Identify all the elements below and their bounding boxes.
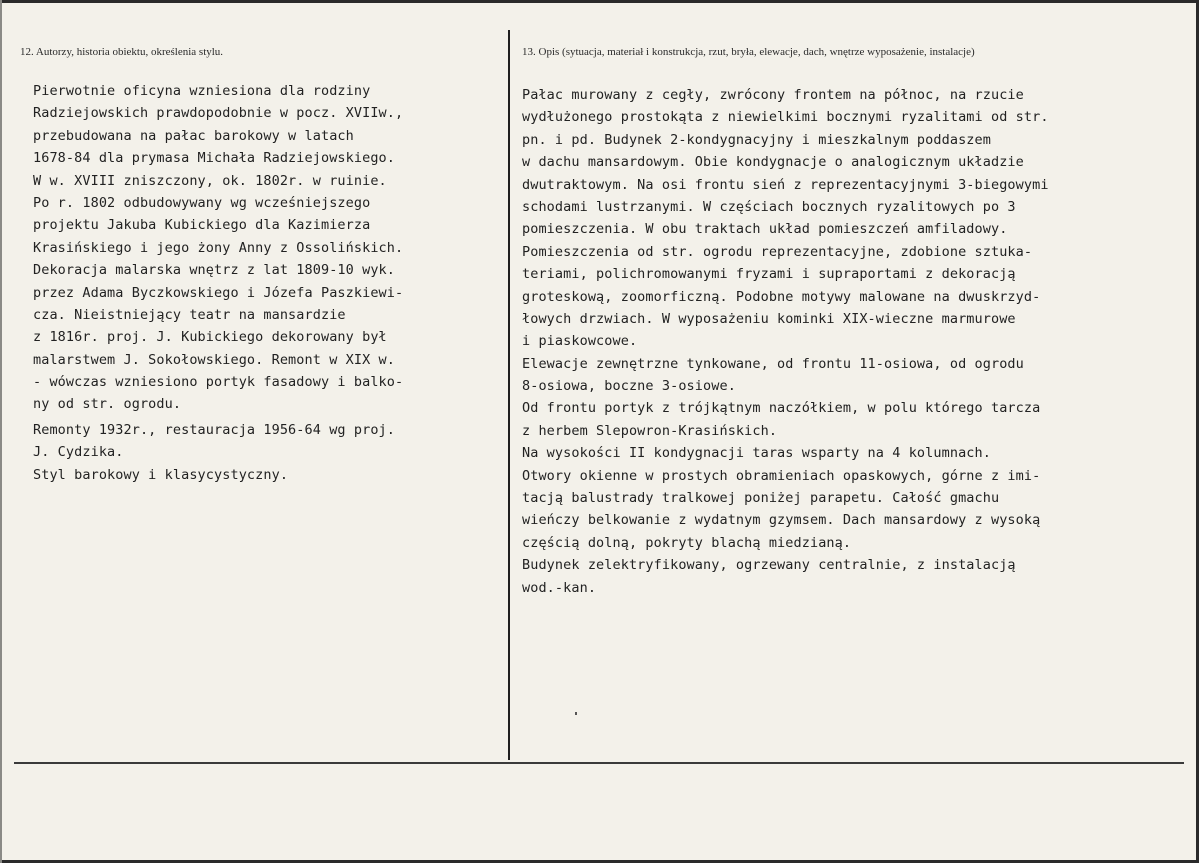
section-12-line: Pierwotnie oficyna wzniesiona dla rodziny bbox=[33, 83, 371, 99]
section-13-line: Pałac murowany z cegły, zwrócony frontem na północ, na rzucie bbox=[522, 87, 1024, 103]
section-13-line: wod.-kan. bbox=[522, 579, 597, 596]
section-13-label: 13. Opis (sytuacja, materiał i konstrukcja, rzut, bryła, elewacje, dach, wnętrze wyposażenie, instalacje) bbox=[522, 46, 975, 58]
section-13-line: Elewacje zewnętrzne tynkowane, od frontu 11-osiowa, od ogrodu bbox=[522, 355, 1024, 372]
paper-speck bbox=[575, 712, 577, 715]
section-12-line: malarstwem J. Sokołowskiego. Remont w XIX w. bbox=[33, 351, 396, 368]
section-12-line: z 1816r. proj. J. Kubickiego dekorowany był bbox=[33, 329, 387, 346]
section-12-line: cza. Nieistniejący teatr na mansardzie bbox=[33, 306, 346, 323]
section-12-line: Krasińskiego i jego żony Anny z Ossolińskich. bbox=[33, 239, 404, 256]
section-13-line: Od frontu portyk z trójkątnym naczółkiem, w polu którego tarcza bbox=[522, 400, 1041, 417]
section-12-line: 1678-84 dla prymasa Michała Radziejowskiego. bbox=[33, 150, 396, 167]
section-12-line: Dekoracja malarska wnętrz z lat 1809-10 wyk. bbox=[33, 262, 396, 279]
section-13-line: Pomieszczenia od str. ogrodu reprezentacyjne, zdobione sztuka- bbox=[522, 243, 1033, 260]
section-12-line: projektu Jakuba Kubickiego dla Kazimierza bbox=[33, 217, 371, 234]
section-12-line: J. Cydzika. bbox=[33, 444, 124, 461]
section-13-line: schodami lustrzanymi. W częściach bocznych ryzalitowych po 3 bbox=[522, 198, 1016, 215]
section-13-line: pomieszczenia. W obu traktach układ pomieszczeń amfiladowy. bbox=[522, 221, 1008, 238]
section-13-line: groteskową, zoomorficzną. Podobne motywy malowane na dwuskrzyd- bbox=[522, 288, 1041, 305]
section-13-line: łowych drzwiach. W wyposażeniu kominki XIX-wieczne marmurowe bbox=[522, 310, 1016, 327]
section-13-line: wydłużonego prostokąta z niewielkimi bocznymi ryzalitami od str. bbox=[522, 109, 1049, 126]
column-divider bbox=[508, 30, 510, 760]
section-12-line: W w. XVIII zniszczony, ok. 1802r. w ruinie. bbox=[33, 172, 387, 189]
bottom-rule bbox=[14, 762, 1184, 764]
section-13-line: z herbem Slepowron-Krasińskich. bbox=[522, 422, 778, 439]
section-12-line: Styl barokowy i klasycystyczny. bbox=[33, 466, 289, 483]
section-12-line: Remonty 1932r., restauracja 1956-64 wg proj. bbox=[33, 421, 396, 438]
section-12-line: Radziejowskich prawdopodobnie w pocz. XVIIw., bbox=[33, 105, 404, 122]
section-13-line: Otwory okienne w prostych obramieniach opaskowych, górne z imi- bbox=[522, 467, 1041, 484]
section-12-label: 12. Autorzy, historia obiektu, określenia stylu. bbox=[20, 46, 224, 58]
section-13-line: wieńczy belkowanie z wydatnym gzymsem. Dach mansardowy z wysoką bbox=[522, 512, 1041, 529]
section-12-line: Po r. 1802 odbudowywany wg wcześniejszego bbox=[33, 194, 371, 211]
section-13-text bbox=[522, 84, 1187, 599]
section-13-line: częścią dolną, pokryty blachą miedzianą. bbox=[522, 534, 852, 551]
section-12-line: - wówczas wzniesiono portyk fasadowy i balko- bbox=[33, 374, 404, 391]
section-12-line: przez Adama Byczkowskiego i Józefa Paszkiewi- bbox=[33, 284, 404, 301]
section-13-line: Budynek zelektryfikowany, ogrzewany centralnie, z instalacją bbox=[522, 557, 1016, 574]
section-13-line: dwutraktowym. Na osi frontu sień z reprezentacyjnymi 3-biegowymi bbox=[522, 176, 1049, 193]
section-13-line: teriami, polichromowanymi fryzami i supraportami z dekoracją bbox=[522, 266, 1016, 283]
section-13-line: pn. i pd. Budynek 2-kondygnacyjny i mieszkalnym poddaszem bbox=[522, 131, 991, 148]
section-13-line: 8-osiowa, boczne 3-osiowe. bbox=[522, 378, 736, 395]
card-left-border bbox=[0, 0, 2, 863]
section-13-line: w dachu mansardowym. Obie kondygnacje o analogicznym układzie bbox=[522, 154, 1024, 171]
card-top-border bbox=[0, 0, 1199, 3]
section-12-text bbox=[33, 80, 503, 483]
section-13-line: tacją balustrady tralkowej poniżej parapetu. Całość gmachu bbox=[522, 490, 1000, 507]
section-13-line: i piaskowcowe. bbox=[522, 333, 638, 350]
section-12-line: przebudowana na pałac barokowy w latach bbox=[33, 127, 354, 144]
section-12-line: ny od str. ogrodu. bbox=[33, 396, 182, 413]
section-13-line: Na wysokości II kondygnacji taras wsparty na 4 kolumnach. bbox=[522, 445, 991, 462]
